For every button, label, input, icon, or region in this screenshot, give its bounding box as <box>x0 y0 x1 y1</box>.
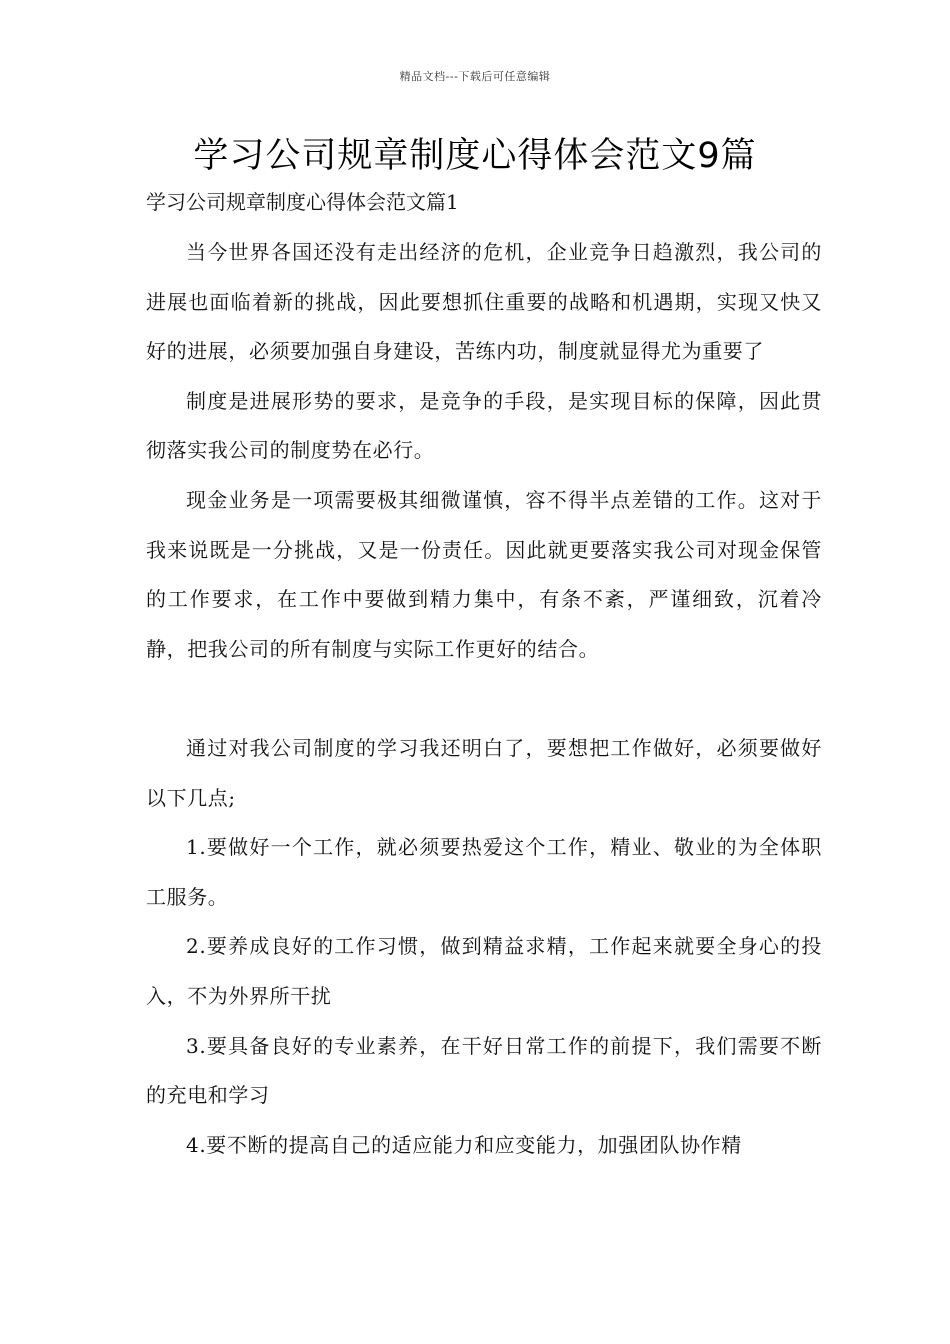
document-body <box>146 228 822 1170</box>
document-title: 学习公司规章制度心得体会范文9篇 <box>193 136 757 176</box>
list-item-3: 3.要具备良好的专业素养，在干好日常工作的前提下，我们需要不断的充电和学习 <box>146 1033 822 1108</box>
header-note: 精品文档---下载后可任意编辑 <box>399 70 551 83</box>
list-item-4: 4.要不断的提高自己的适应能力和应变能力，加强团队协作精 <box>186 1132 742 1157</box>
paragraph-3: 现金业务是一项需要极其细微谨慎，容不得半点差错的工作。这对于我来说既是一分挑战，又是一份责任。因此就更要落实我公司对现金保管的工作要求，在工作中要做到精力集中，有条不紊，严谨细致，沉着冷静，把我公司的所有制度与实际工作更好的结合。 <box>146 487 822 661</box>
list-item-1: 1.要做好一个工作，就必须要热爱这个工作，精业、敬业的为全体职工服务。 <box>146 835 822 909</box>
paragraph-4: 通过对我公司制度的学习我还明白了，要想把工作做好，必须要做好以下几点; <box>146 735 822 810</box>
paragraph-2: 制度是进展形势的要求，是竞争的手段，是实现目标的保障，因此贯彻落实我公司的制度势在必行。 <box>146 388 822 463</box>
list-item-2: 2.要养成良好的工作习惯，做到精益求精，工作起来就要全身心的投入，不为外界所干扰 <box>146 934 822 1008</box>
paragraph-spacer <box>146 674 822 724</box>
section-subtitle: 学习公司规章制度心得体会范文篇1 <box>146 190 459 214</box>
paragraph-1: 当今世界各国还没有走出经济的危机，企业竞争日趋激烈，我公司的进展也面临着新的挑战，因此要想抓住重要的战略和机遇期，实现又快又好的进展，必须要加强自身建设，苦练内功，制度就显得尤为重要了 <box>146 240 822 364</box>
